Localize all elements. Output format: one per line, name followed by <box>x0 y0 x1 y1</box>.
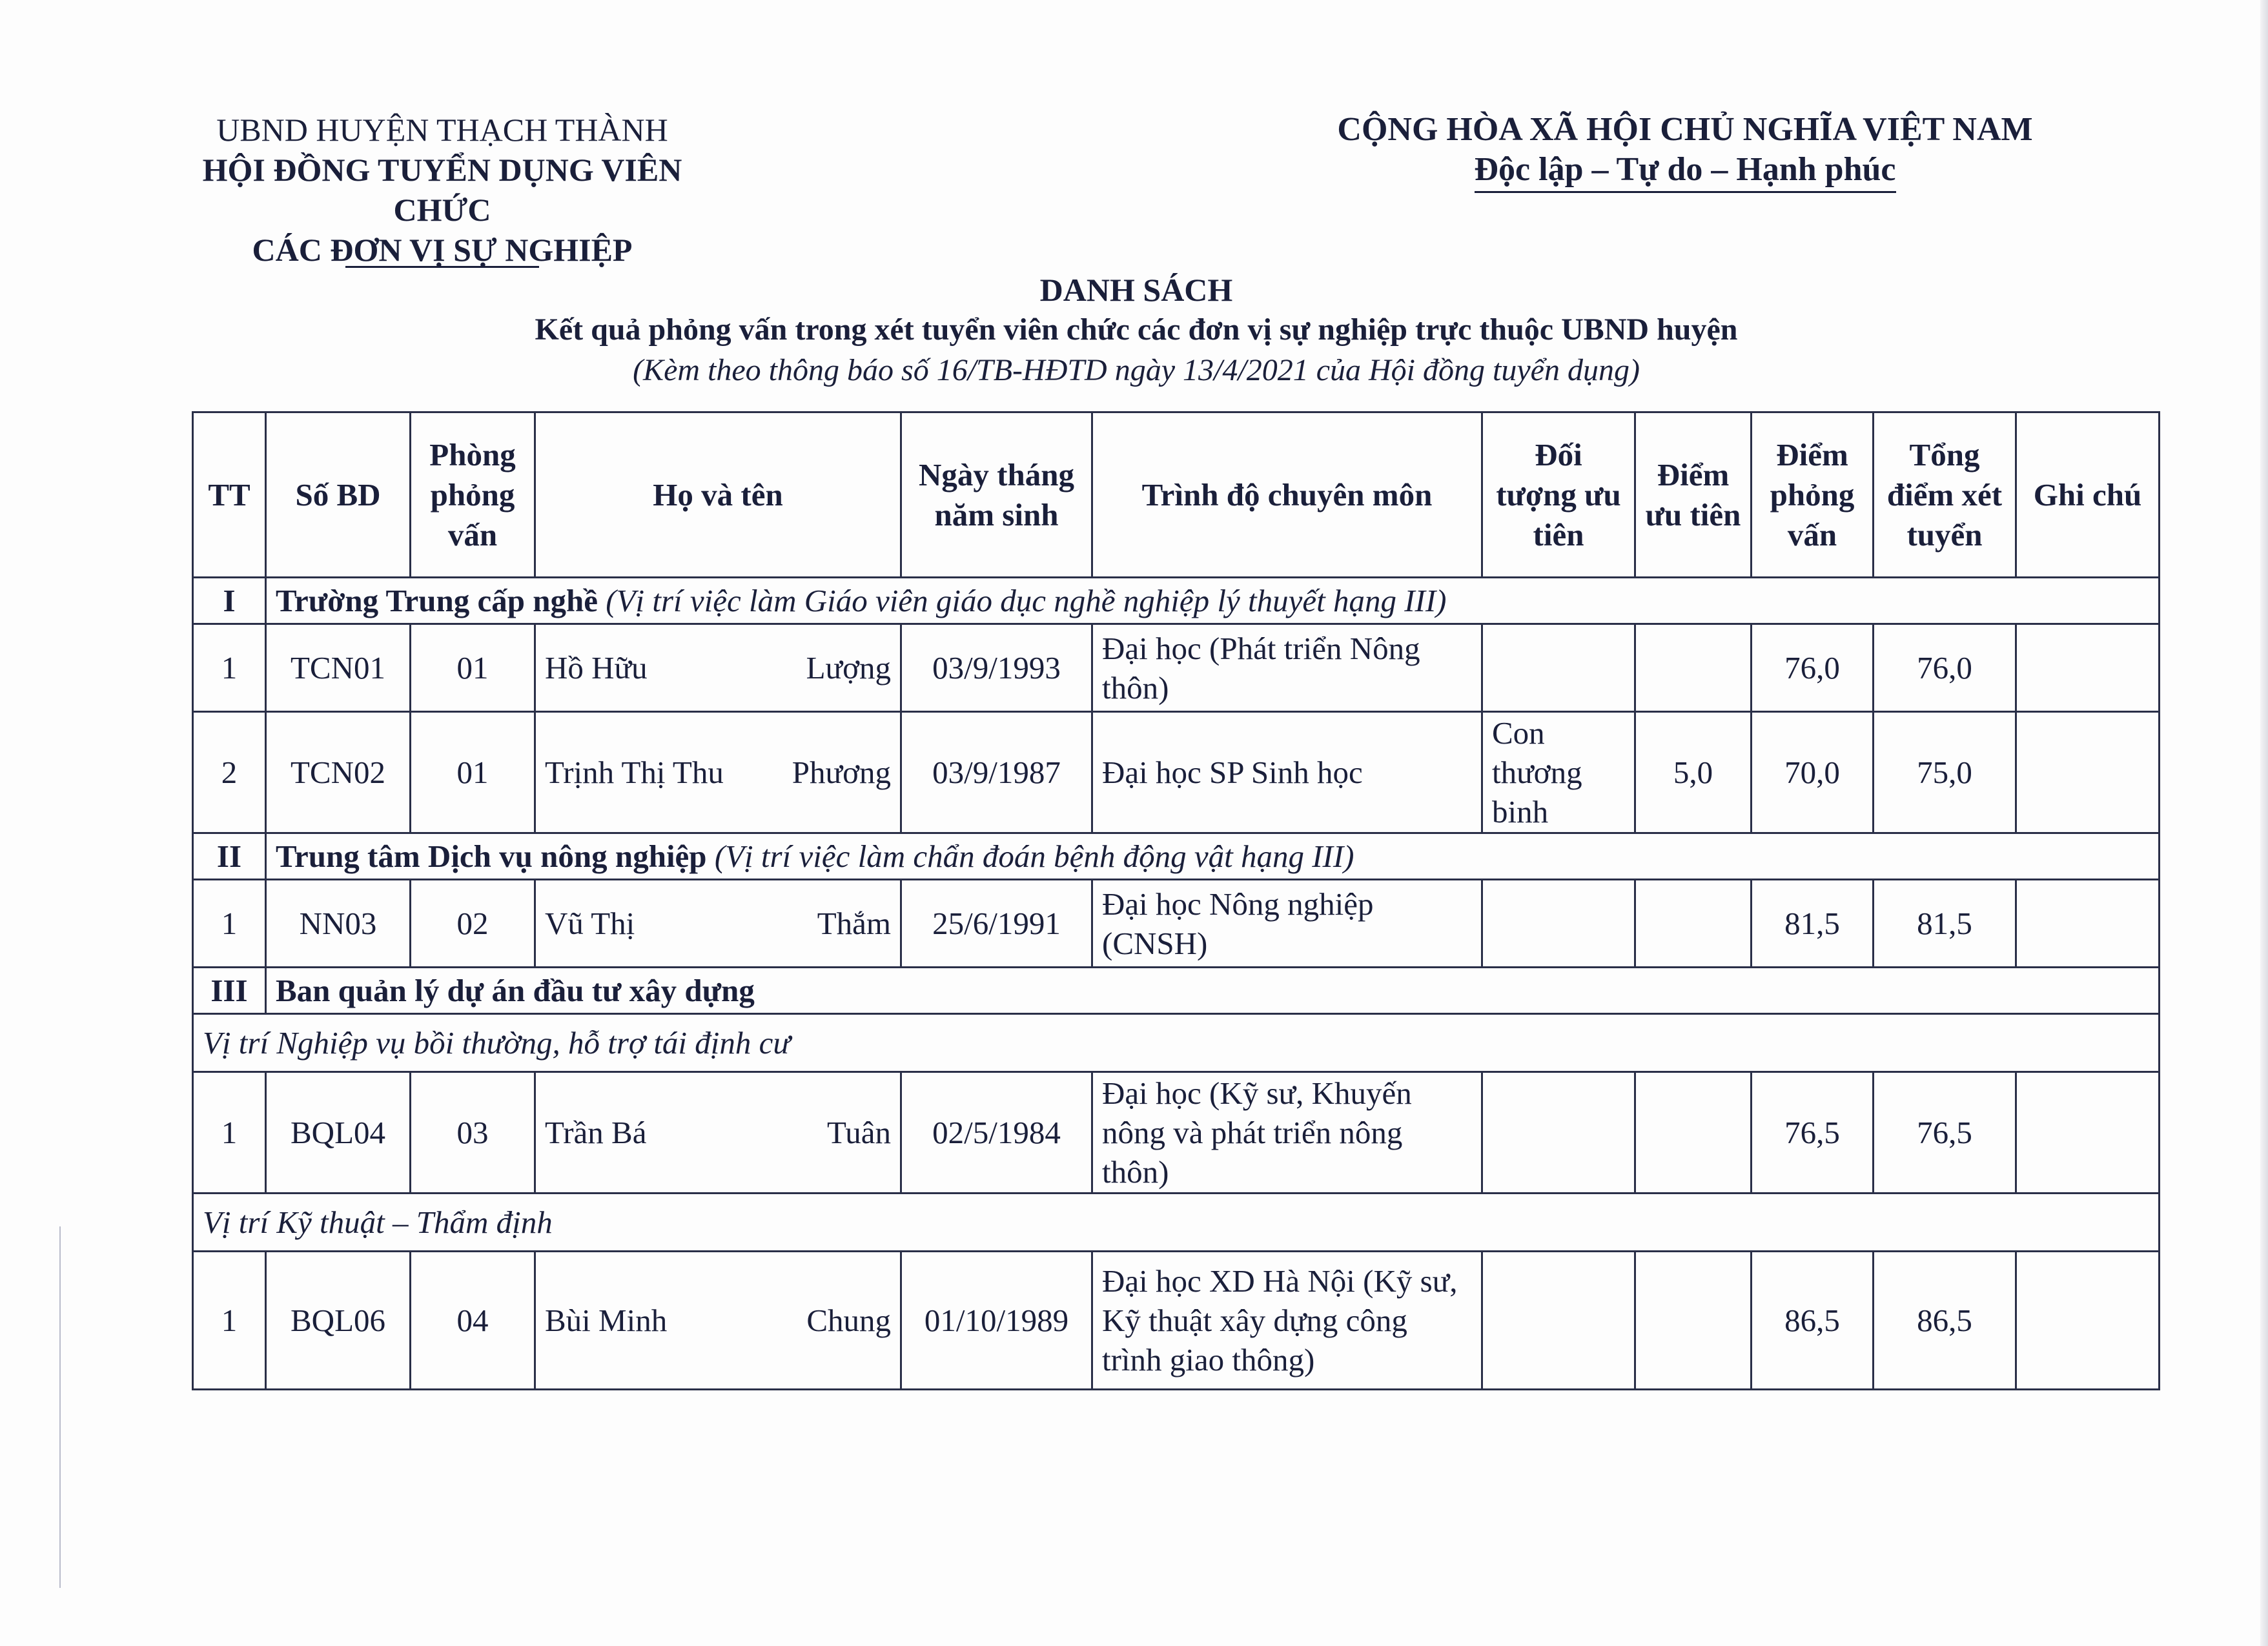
cell-sbd: BQL04 <box>266 1072 411 1194</box>
header-right-line1: CỘNG HÒA XÃ HỘI CHỦ NGHĨA VIỆT NAM <box>1337 111 2033 148</box>
cell-priority-group <box>1482 880 1635 968</box>
cell-tt: 1 <box>193 880 266 968</box>
cell-tt: 1 <box>193 1072 266 1194</box>
header-left <box>161 110 723 272</box>
section-title-cell <box>266 578 2160 624</box>
col-header-interview-score: Điểm phỏng vấn <box>1752 412 1874 578</box>
given-name: Chung <box>806 1303 891 1338</box>
family-name: Hồ Hữu <box>545 650 648 686</box>
col-header-priority-score: Điểm ưu tiên <box>1635 412 1752 578</box>
cell-room: 04 <box>411 1252 535 1390</box>
header-left-line2: HỘI ĐỒNG TUYỂN DỤNG VIÊN CHỨC <box>202 152 682 228</box>
cell-qualification: Đại học (Phát triển Nông thôn) <box>1092 624 1482 712</box>
family-name: Trần Bá <box>545 1115 647 1150</box>
col-header-dob: Ngày tháng năm sinh <box>901 412 1092 578</box>
section-position: (Vị trí việc làm Giáo viên giáo dục nghề nghiệp lý thuyết hạng III) <box>606 583 1447 618</box>
cell-sbd: NN03 <box>266 880 411 968</box>
cell-note <box>2016 1072 2160 1194</box>
cell-dob: 03/9/1993 <box>901 624 1092 712</box>
scan-edge-mark <box>59 1226 61 1588</box>
cell-priority-score <box>1635 1252 1752 1390</box>
section-title-cell <box>266 833 2160 880</box>
cell-interview-score: 76,0 <box>1752 624 1874 712</box>
cell-name <box>535 880 901 968</box>
cell-note <box>2016 1252 2160 1390</box>
cell-tt: 1 <box>193 1252 266 1390</box>
section-title: Trường Trung cấp nghề <box>276 583 598 618</box>
cell-name <box>535 1252 901 1390</box>
cell-total: 76,0 <box>1874 624 2016 712</box>
cell-note <box>2016 712 2160 833</box>
col-header-room: Phòng phỏng vấn <box>411 412 535 578</box>
section-title: Trung tâm Dịch vụ nông nghiệp <box>276 838 707 874</box>
given-name: Tuân <box>827 1115 891 1150</box>
cell-sbd: TCN02 <box>266 712 411 833</box>
section-position: (Vị trí việc làm chẩn đoán bệnh động vật hạng III) <box>714 838 1354 874</box>
cell-qualification: Đại học SP Sinh học <box>1092 712 1482 833</box>
cell-note <box>2016 624 2160 712</box>
header-left-rule <box>345 266 539 268</box>
document-reference-note: (Kèm theo thông báo số 16/TB-HĐTD ngày 13/4/2021 của Hội đồng tuyển dụng) <box>633 353 1640 387</box>
cell-room: 03 <box>411 1072 535 1194</box>
cell-priority-group <box>1482 1252 1635 1390</box>
cell-name <box>535 712 901 833</box>
cell-priority-score: 5,0 <box>1635 712 1752 833</box>
cell-tt: 2 <box>193 712 266 833</box>
cell-note <box>2016 880 2160 968</box>
document-title: DANH SÁCH <box>1039 272 1233 308</box>
cell-priority-group <box>1482 1072 1635 1194</box>
col-header-tt: TT <box>193 412 266 578</box>
section-row <box>193 578 2160 624</box>
section-number: I <box>193 578 266 624</box>
given-name: Thắm <box>817 906 891 941</box>
cell-interview-score: 81,5 <box>1752 880 1874 968</box>
table-row <box>193 1072 2160 1194</box>
title-block <box>194 270 2079 391</box>
section-number: II <box>193 833 266 880</box>
header-right-motto: Độc lập – Tự do – Hạnh phúc <box>1475 150 1896 193</box>
results-table <box>192 411 2160 1390</box>
section-row <box>193 833 2160 880</box>
subsection-label: Vị trí Nghiệp vụ bồi thường, hỗ trợ tái định cư <box>193 1014 2160 1072</box>
cell-dob: 02/5/1984 <box>901 1072 1092 1194</box>
section-title: Ban quản lý dự án đầu tư xây dựng <box>276 973 755 1008</box>
cell-dob: 03/9/1987 <box>901 712 1092 833</box>
subsection-row <box>193 1014 2160 1072</box>
cell-qualification: Đại học (Kỹ sư, Khuyến nông và phát triển nông thôn) <box>1092 1072 1482 1194</box>
cell-qualification: Đại học Nông nghiệp (CNSH) <box>1092 880 1482 968</box>
cell-total: 76,5 <box>1874 1072 2016 1194</box>
cell-total: 81,5 <box>1874 880 2016 968</box>
cell-room: 02 <box>411 880 535 968</box>
table-row <box>193 712 2160 833</box>
section-title-cell <box>266 968 2160 1014</box>
cell-interview-score: 86,5 <box>1752 1252 1874 1390</box>
cell-dob: 01/10/1989 <box>901 1252 1092 1390</box>
header-left-line1: UBND HUYỆN THẠCH THÀNH <box>216 112 668 148</box>
cell-priority-score <box>1635 1072 1752 1194</box>
col-header-sbd: Số BD <box>266 412 411 578</box>
cell-name <box>535 624 901 712</box>
section-number: III <box>193 968 266 1014</box>
cell-priority-score <box>1635 624 1752 712</box>
cell-tt: 1 <box>193 624 266 712</box>
table-row <box>193 880 2160 968</box>
cell-qualification: Đại học XD Hà Nội (Kỹ sư, Kỹ thuật xây dựng công trình giao thông) <box>1092 1252 1482 1390</box>
cell-total: 75,0 <box>1874 712 2016 833</box>
subsection-label: Vị trí Kỹ thuật – Thẩm định <box>193 1194 2160 1252</box>
col-header-total: Tổng điểm xét tuyển <box>1874 412 2016 578</box>
cell-priority-group <box>1482 624 1635 712</box>
scan-edge-right <box>2260 0 2268 1646</box>
cell-interview-score: 76,5 <box>1752 1072 1874 1194</box>
cell-room: 01 <box>411 624 535 712</box>
col-header-qualification: Trình độ chuyên môn <box>1092 412 1482 578</box>
header-right <box>1291 110 2079 193</box>
cell-total: 86,5 <box>1874 1252 2016 1390</box>
table-row <box>193 624 2160 712</box>
subsection-row <box>193 1194 2160 1252</box>
table-header-row <box>193 412 2160 578</box>
family-name: Trịnh Thị Thu <box>545 755 724 790</box>
cell-priority-score <box>1635 880 1752 968</box>
cell-room: 01 <box>411 712 535 833</box>
cell-sbd: TCN01 <box>266 624 411 712</box>
family-name: Vũ Thị <box>545 906 635 941</box>
given-name: Phương <box>792 755 891 790</box>
cell-dob: 25/6/1991 <box>901 880 1092 968</box>
cell-interview-score: 70,0 <box>1752 712 1874 833</box>
cell-name <box>535 1072 901 1194</box>
section-row <box>193 968 2160 1014</box>
header-left-line3: CÁC ĐƠN VỊ SỰ NGHIỆP <box>252 232 633 268</box>
cell-priority-group: Con thương binh <box>1482 712 1635 833</box>
document-subtitle: Kết quả phỏng vấn trong xét tuyển viên chức các đơn vị sự nghiệp trực thuộc UBND huyện <box>535 312 1738 347</box>
cell-sbd: BQL06 <box>266 1252 411 1390</box>
given-name: Lượng <box>806 650 891 686</box>
col-header-note: Ghi chú <box>2016 412 2160 578</box>
family-name: Bùi Minh <box>545 1303 668 1338</box>
col-header-name: Họ và tên <box>535 412 901 578</box>
col-header-priority-group: Đối tượng ưu tiên <box>1482 412 1635 578</box>
table-row <box>193 1252 2160 1390</box>
